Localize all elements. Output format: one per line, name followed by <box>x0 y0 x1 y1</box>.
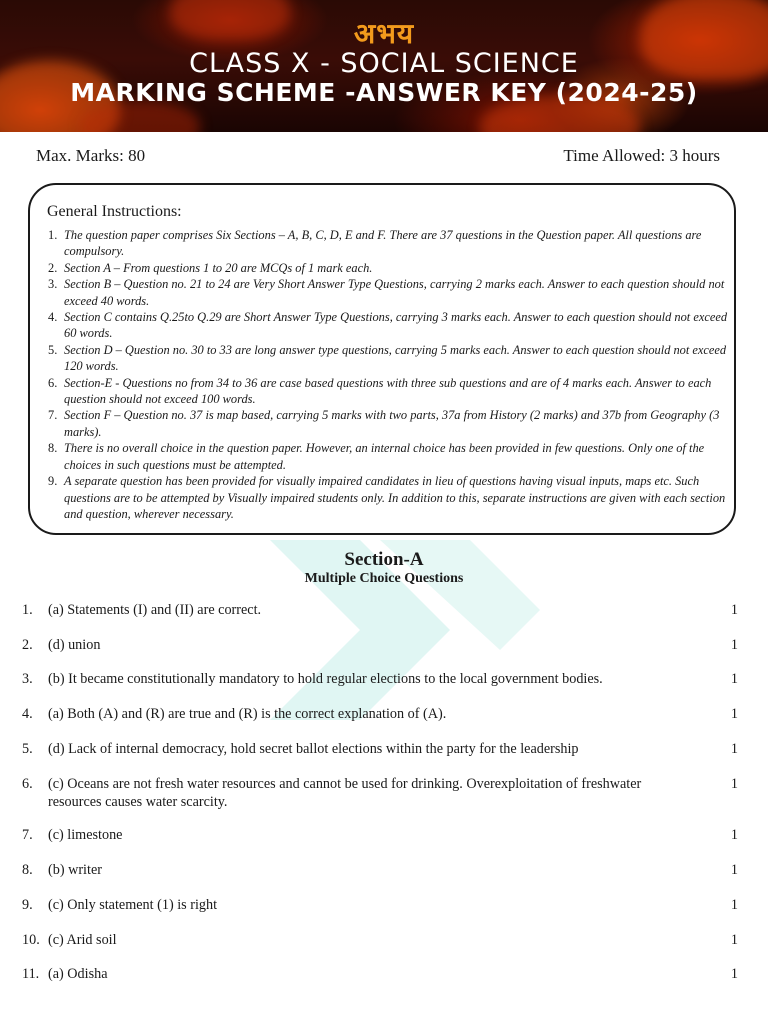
answer-text: (d) Lack of internal democracy, hold secret ballot elections within the party for the leadership <box>48 741 579 757</box>
answer-number: 6. <box>22 776 33 792</box>
answer-text: (c) Arid soil <box>48 932 117 948</box>
answer-marks: 1 <box>730 862 738 878</box>
answer-marks: 1 <box>730 827 738 843</box>
brand-logo-text: अभय <box>353 17 415 50</box>
answer-marks: 1 <box>730 671 738 687</box>
instructions-title: General Instructions: <box>47 203 182 220</box>
instruction-item <box>48 440 728 473</box>
instruction-item <box>48 276 728 309</box>
instruction-item <box>48 375 728 408</box>
instruction-item <box>48 342 728 375</box>
instruction-item <box>48 309 728 342</box>
instruction-text: Section B – Question no. 21 to 24 are Very Short Answer Type Questions, carrying 2 marks each. Answer to each question should not exceed 40 words. <box>64 277 725 308</box>
answer-number: 1. <box>22 602 33 618</box>
page-subtitle: MARKING SCHEME -ANSWER KEY (2024-25) <box>70 78 698 107</box>
instruction-item <box>48 407 728 440</box>
answer-number: 11. <box>22 966 40 982</box>
instruction-number: 9. <box>48 474 58 489</box>
answer-text: (a) Odisha <box>48 966 108 982</box>
answer-text: (c) limestone <box>48 827 123 843</box>
answer-text: (b) writer <box>48 862 102 878</box>
answer-text: (b) It became constitutionally mandatory to hold regular elections to the local government bodies. <box>48 671 603 687</box>
max-marks: Max. Marks: 80 <box>36 146 146 165</box>
section-title: Section-A <box>344 549 424 570</box>
instruction-text: Section-E - Questions no from 34 to 36 are case based questions with three sub questions and are of 4 marks each. Answer to each question should not exceed 100 words. <box>64 375 712 407</box>
instruction-number: 5. <box>48 342 58 357</box>
answer-number: 2. <box>22 637 33 653</box>
page-title: CLASS X - SOCIAL SCIENCE <box>189 48 579 79</box>
header-banner <box>0 0 768 132</box>
answer-number: 9. <box>22 897 33 913</box>
answer-text: (c) Oceans are not fresh water resources and cannot be used for drinking. Overexploitation of freshwater resources causes water scarcity. <box>48 776 642 810</box>
answer-number: 10. <box>22 932 40 948</box>
answer-text: (c) Only statement (1) is right <box>48 897 218 913</box>
answer-marks: 1 <box>730 637 738 653</box>
general-instructions-box <box>28 183 736 535</box>
instruction-number: 6. <box>48 375 58 390</box>
answer-marks: 1 <box>730 706 738 722</box>
instruction-text: There is no overall choice in the question paper. However, an internal choice has been provided in few questions. Only one of the choices in such questions must be attempted. <box>64 441 705 472</box>
instruction-text: Section C contains Q.25to Q.29 are Short Answer Type Questions, carrying 3 marks each. Answer to each question should not exceed 60 words. <box>64 310 728 341</box>
answer-marks: 1 <box>730 932 738 948</box>
instructions-list <box>48 227 728 522</box>
answer-text: (a) Both (A) and (R) are true and (R) is the correct explanation of (A). <box>48 706 447 722</box>
instruction-item <box>48 260 728 276</box>
time-allowed: Time Allowed: 3 hours <box>563 146 720 165</box>
answer-marks: 1 <box>730 776 738 792</box>
answer-number: 3. <box>22 671 33 687</box>
instruction-text: Section A – From questions 1 to 20 are MCQs of 1 mark each. <box>64 260 373 275</box>
answer-number: 7. <box>22 827 33 843</box>
answer-text: (d) union <box>48 637 101 653</box>
answer-number: 8. <box>22 862 33 878</box>
instruction-text: The question paper comprises Six Sections – A, B, C, D, E and F. There are 37 questions in the Question paper. All questions are compulsory. <box>64 228 702 259</box>
instruction-item <box>48 473 728 522</box>
instruction-number: 4. <box>48 310 58 325</box>
answer-text: (a) Statements (I) and (II) are correct. <box>48 602 262 618</box>
instruction-text: Section D – Question no. 30 to 33 are long answer type questions, carrying 5 marks each. Answer to each question should not exceed 120 words. <box>64 342 727 374</box>
answer-marks: 1 <box>730 602 738 618</box>
instruction-number: 2. <box>48 260 58 275</box>
instruction-number: 1. <box>48 228 58 242</box>
answer-number: 4. <box>22 706 33 722</box>
section-subtitle: Multiple Choice Questions <box>304 571 464 586</box>
instruction-text: Section F – Question no. 37 is map based, carrying 5 marks with two parts, 37a from History (2 marks) and 37b from Geography (3 marks). <box>64 408 720 439</box>
instruction-text: A separate question has been provided for visually impaired candidates in lieu of questions having visual inputs, maps etc. Such questions are to be attempted by Visually impaired students only. In addition to this, separate instructions are given with each section and question, wherever necessary. <box>64 474 726 521</box>
answer-marks: 1 <box>730 897 738 913</box>
instruction-number: 7. <box>48 408 58 423</box>
answer-marks: 1 <box>730 966 738 982</box>
answer-marks: 1 <box>730 741 738 757</box>
instruction-number: 8. <box>48 441 58 456</box>
instruction-item <box>48 227 728 260</box>
instruction-number: 3. <box>48 277 58 292</box>
answer-number: 5. <box>22 741 33 757</box>
